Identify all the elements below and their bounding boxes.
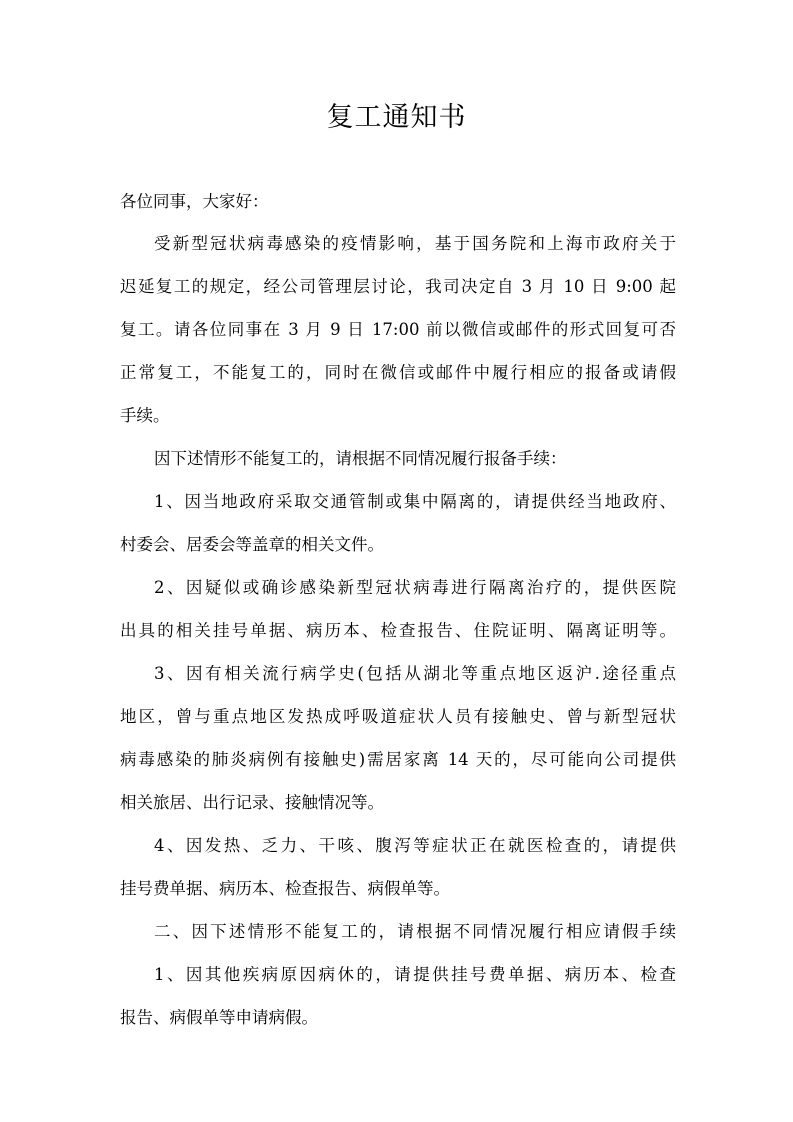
paragraph-line: 二、因下述情形不能复工的，请根据不同情况履行相应请假手续 [154,922,676,941]
paragraph-line: 2、因疑似或确诊感染新型冠状病毒进行隔离治疗的，提供医院 [154,578,676,597]
paragraph-line: 受新型冠状病毒感染的疫情影响，基于国务院和上海市政府关于 [154,234,676,253]
paragraph-line: 4、因发热、乏力、干咳、腹泻等症状正在就医检查的，请提供 [154,836,676,855]
document-title: 复工通知书 [326,102,467,133]
paragraph-line: 1、因其他疾病原因病休的，请提供挂号费单据、病历本、检查 [154,965,676,984]
paragraph-line: 报告、病假单等申请病假。 [120,1008,318,1027]
paragraph-line: 出具的相关挂号单据、病历本、检查报告、住院证明、隔离证明等。 [120,621,676,640]
paragraph-line: 挂号费单据、病历本、检查报告、病假单等。 [120,879,450,898]
paragraph-line: 迟延复工的规定，经公司管理层讨论，我司决定自 3 月 10 日 9:00 起 [120,277,676,296]
paragraph-line: 因下述情形不能复工的，请根据不同情况履行报备手续： [154,449,567,468]
paragraph-line: 各位同事，大家好： [120,192,269,211]
paragraph-line: 3、因有相关流行病学史(包括从湖北等重点地区返沪.途径重点 [154,664,676,683]
paragraph-line: 地区，曾与重点地区发热成呼吸道症状人员有接触史、曾与新型冠状 [120,707,676,726]
paragraph-line: 相关旅居、出行记录、接触情况等。 [120,793,384,812]
paragraph-line: 正常复工，不能复工的，同时在微信或邮件中履行相应的报备或请假 [120,363,676,382]
paragraph-line: 复工。请各位同事在 3 月 9 日 17:00 前以微信或邮件的形式回复可否 [120,320,676,339]
paragraph-line: 病毒感染的肺炎病例有接触史)需居家离 14 天的，尽可能向公司提供 [120,750,676,769]
paragraph-line: 1、因当地政府采取交通管制或集中隔离的，请提供经当地政府、 [154,492,676,511]
paragraph-line: 手续。 [120,406,170,425]
paragraph-line: 村委会、居委会等盖章的相关文件。 [120,535,384,554]
